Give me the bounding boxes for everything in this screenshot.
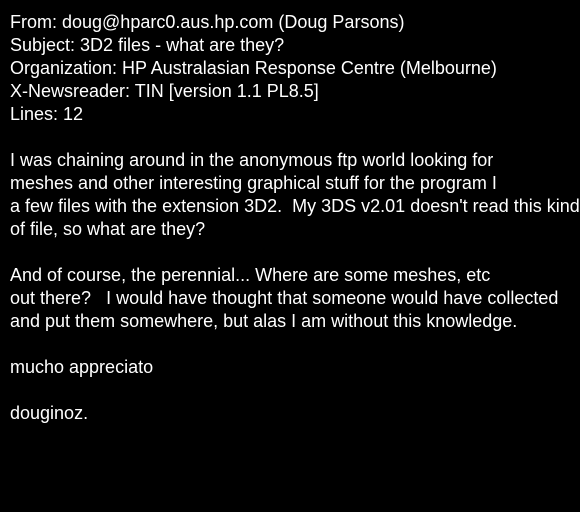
header-from: From: doug@hparc0.aus.hp.com (Doug Parsons) (10, 12, 405, 32)
header-newsreader: X-Newsreader: TIN [version 1.1 PL8.5] (10, 81, 319, 101)
body-line: a few files with the extension 3D2. My 3DS v2.01 doesn't read this kind (10, 196, 580, 216)
header-subject: Subject: 3D2 files - what are they? (10, 35, 285, 55)
header-organization: Organization: HP Australasian Response Centre (Melbourne) (10, 58, 497, 78)
header-lines: Lines: 12 (10, 104, 84, 124)
body-line: and put them somewhere, but alas I am without this knowledge. (10, 311, 518, 331)
closing-line: mucho appreciato (10, 357, 154, 377)
body-line: I was chaining around in the anonymous ftp world looking for (10, 150, 494, 170)
signature-line: douginoz. (10, 403, 89, 423)
body-line: out there? I would have thought that someone would have collected (10, 288, 559, 308)
body-line: of file, so what are they? (10, 219, 206, 239)
body-line: And of course, the perennial... Where are some meshes, etc (10, 265, 491, 285)
body-line: meshes and other interesting graphical stuff for the program I (10, 173, 497, 193)
